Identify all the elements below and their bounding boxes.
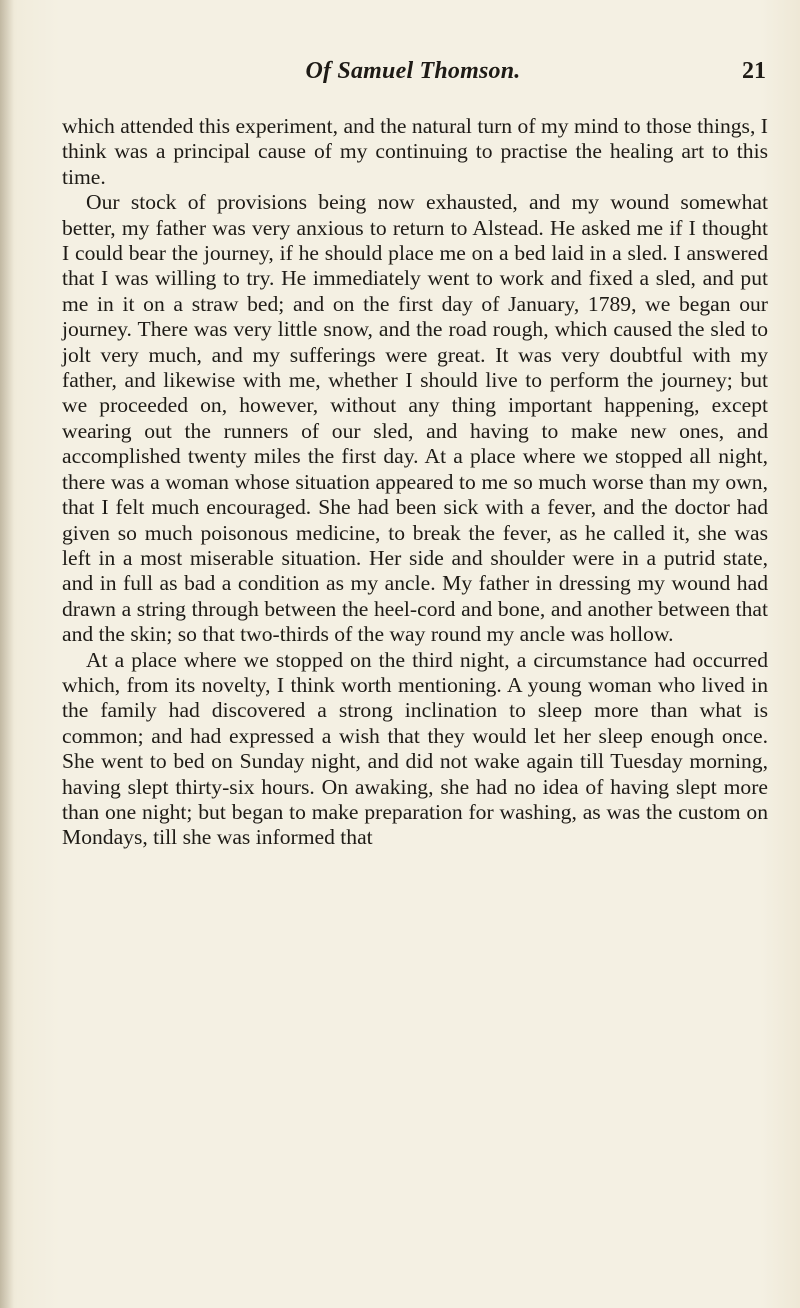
paragraph-journey: Our stock of provisions being now exhausted, and my wound somewhat better, my father was very anxious to return to Alstead. He asked me if I thought I could bear the journey, if he should place me on a bed laid in a sled. I answered that I was willing to try. He immediately went to work and fixed a sled, and put me in it on a straw bed; and on the first day of January, 1789, we began our journey. There was very little snow, and the road rough, which caused the sled to jolt very much, and my sufferings were great. It was very doubtful with my father, and likewise with me, whether I should live to perform the journey; but we proceeded on, however, without any thing important happening, except wearing out the runners of our sled, and having to make new ones, and accomplished twenty miles the first day. At a place where we stopped all night, there was a woman whose situation appeared to me so much worse than my own, that I felt much encouraged. She had been sick with a fever, and the doctor had given so much poisonous medicine, to break the fever, as he called it, she was left in a most miserable situation. Her side and shoulder were in a putrid state, and in full as bad a condition as my ancle. My father in dressing my wound had drawn a string through between the heel-cord and bone, and another between that and the skin; so that two-thirds of the way round my ancle was hollow.	[62, 190, 768, 647]
running-title: Of Samuel Thomson.	[305, 58, 521, 84]
binding-shadow	[0, 0, 14, 1308]
paragraph-sleeper: At a place where we stopped on the third night, a circumstance had occurred which, from its novelty, I think worth mentioning. A young woman who lived in the family had discovered a strong inclination to sleep more than what is common; and had expressed a wish that they would let her sleep enough once. She went to bed on Sunday night, and did not wake again till Tuesday morning, having slept thirty-six hours. On awaking, she had no idea of having slept more than one night; but began to make preparation for washing, as was the custom on Mondays, till she was informed that	[62, 647, 768, 850]
page-number: 21	[742, 58, 766, 84]
paragraph-continued: which attended this experiment, and the natural turn of my mind to those things, I think was a principal cause of my continuing to practise the healing art to this time.	[62, 114, 768, 189]
body-text	[62, 114, 768, 851]
page-header	[60, 58, 766, 98]
